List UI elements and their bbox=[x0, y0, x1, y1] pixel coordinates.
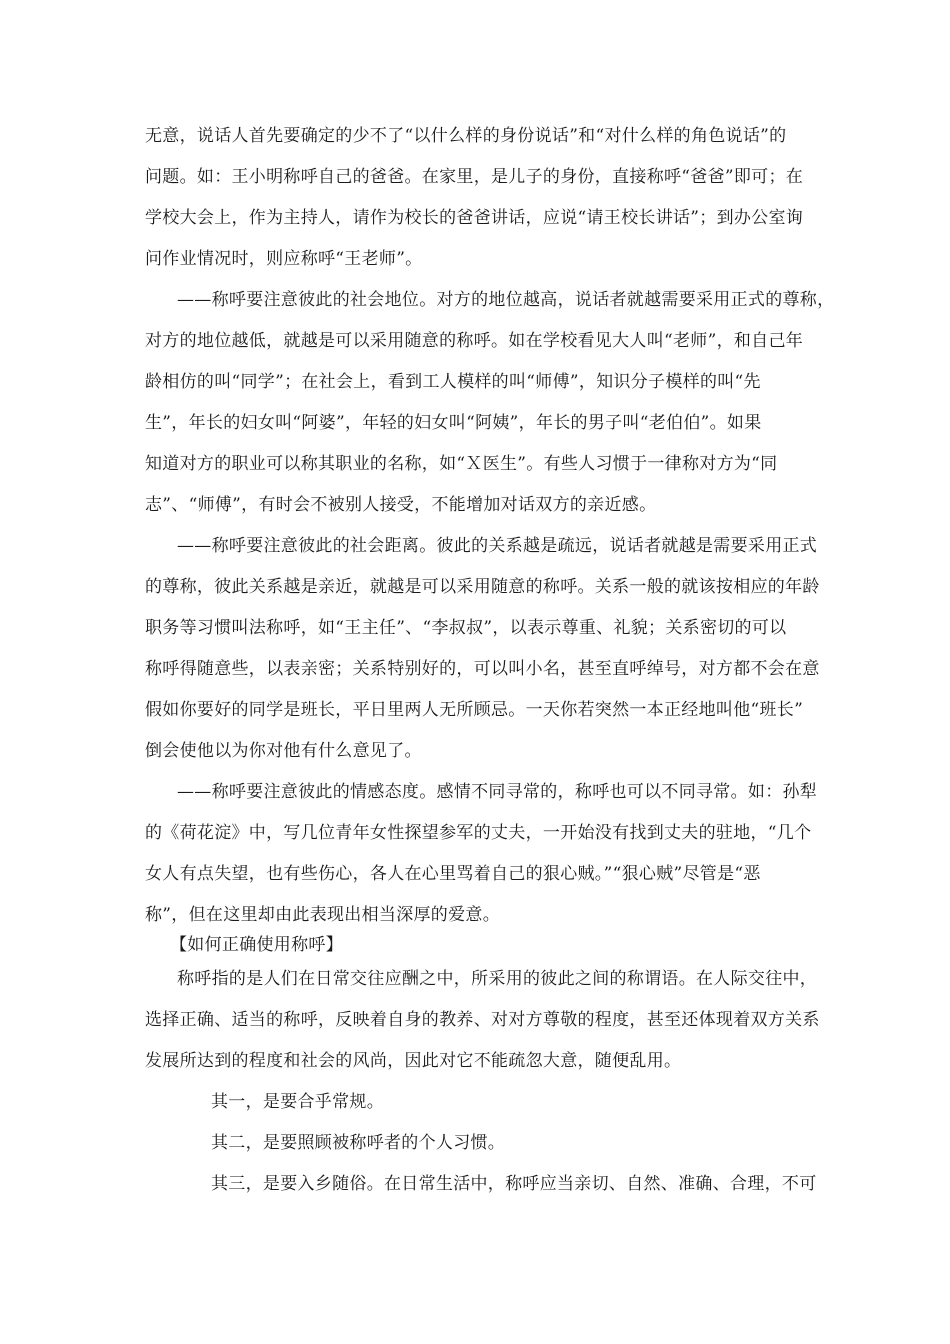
text-line: 女人有点失望，也有些伤心，各人在心里骂着自己的狠心贼。”“狠心贼”尽管是“恶 bbox=[145, 864, 761, 884]
text-line: 无意，说话人首先要确定的少不了“以什么样的身份说话”和“对什么样的角色说话”的 bbox=[145, 126, 787, 146]
text-line: 学校大会上，作为主持人，请作为校长的爸爸讲话，应说“请王校长讲话”；到办公室询 bbox=[145, 208, 804, 228]
text-line: 发展所达到的程度和社会的风尚，因此对它不能疏忽大意，随便乱用。 bbox=[145, 1051, 682, 1071]
text-line: 问作业情况时，则应称呼“王老师”。 bbox=[145, 249, 423, 269]
text-line: 的《荷花淀》中，写几位青年女性探望参军的丈夫，一开始没有找到丈夫的驻地，“几个 bbox=[145, 823, 812, 843]
list-item: 其一，是要合乎常规。 bbox=[211, 1092, 384, 1112]
text-line: 职务等习惯叫法称呼，如“王主任”、“李叔叔”，以表示尊重、礼貌；关系密切的可以 bbox=[145, 618, 787, 638]
text-line: 志”、“师傅”，有时会不被别人接受，不能增加对话双方的亲近感。 bbox=[145, 495, 657, 515]
text-line: 假如你要好的同学是班长，平日里两人无所顾忌。一天你若突然一本正经地叫他“班长” bbox=[145, 700, 804, 720]
text-line: ——称呼要注意彼此的社会地位。对方的地位越高，说话者就越需要采用正式的尊称， bbox=[177, 290, 835, 310]
text-line: 龄相仿的叫“同学”；在社会上，看到工人模样的叫“师傅”，知识分子模样的叫“先 bbox=[145, 372, 761, 392]
text-line: 知道对方的职业可以称其职业的名称，如“Ｘ医生”。有些人习惯于一律称对方为“同 bbox=[145, 454, 778, 474]
text-line: 问题。如：王小明称呼自己的爸爸。在家里，是儿子的身份，直接称呼“爸爸”即可；在 bbox=[145, 167, 804, 187]
text-line: ——称呼要注意彼此的情感态度。感情不同寻常的，称呼也可以不同寻常。如：孙犁 bbox=[177, 782, 818, 802]
text-line: 称呼指的是人们在日常交往应酬之中，所采用的彼此之间的称谓语。在人际交往中， bbox=[177, 969, 818, 989]
section-heading: 【如何正确使用称呼】 bbox=[170, 935, 343, 955]
text-line: 对方的地位越低，就越是可以采用随意的称呼。如在学校看见大人叫“老师”，和自己年 bbox=[145, 331, 804, 351]
text-line: 称呼得随意些，以表亲密；关系特别好的，可以叫小名，甚至直呼绰号，对方都不会在意 bbox=[145, 659, 820, 679]
text-line: 选择正确、适当的称呼，反映着自身的教养、对对方尊敬的程度，甚至还体现着双方关系 bbox=[145, 1010, 820, 1030]
text-line: ——称呼要注意彼此的社会距离。彼此的关系越是疏远，说话者就越是需要采用正式 bbox=[177, 536, 818, 556]
text-line: 称”，但在这里却由此表现出相当深厚的爱意。 bbox=[145, 905, 500, 925]
text-line: 的尊称，彼此关系越是亲近，就越是可以采用随意的称呼。关系一般的就该按相应的年龄 bbox=[145, 577, 820, 597]
text-line: 倒会使他以为你对他有什么意见了。 bbox=[145, 741, 422, 761]
text-line: 生”，年长的妇女叫“阿婆”，年轻的妇女叫“阿姨”，年长的男子叫“老伯伯”。如果 bbox=[145, 413, 762, 433]
list-item: 其三，是要入乡随俗。在日常生活中，称呼应当亲切、自然、准确、合理，不可 bbox=[211, 1174, 817, 1194]
list-item: 其二，是要照顾被称呼者的个人习惯。 bbox=[211, 1133, 506, 1153]
